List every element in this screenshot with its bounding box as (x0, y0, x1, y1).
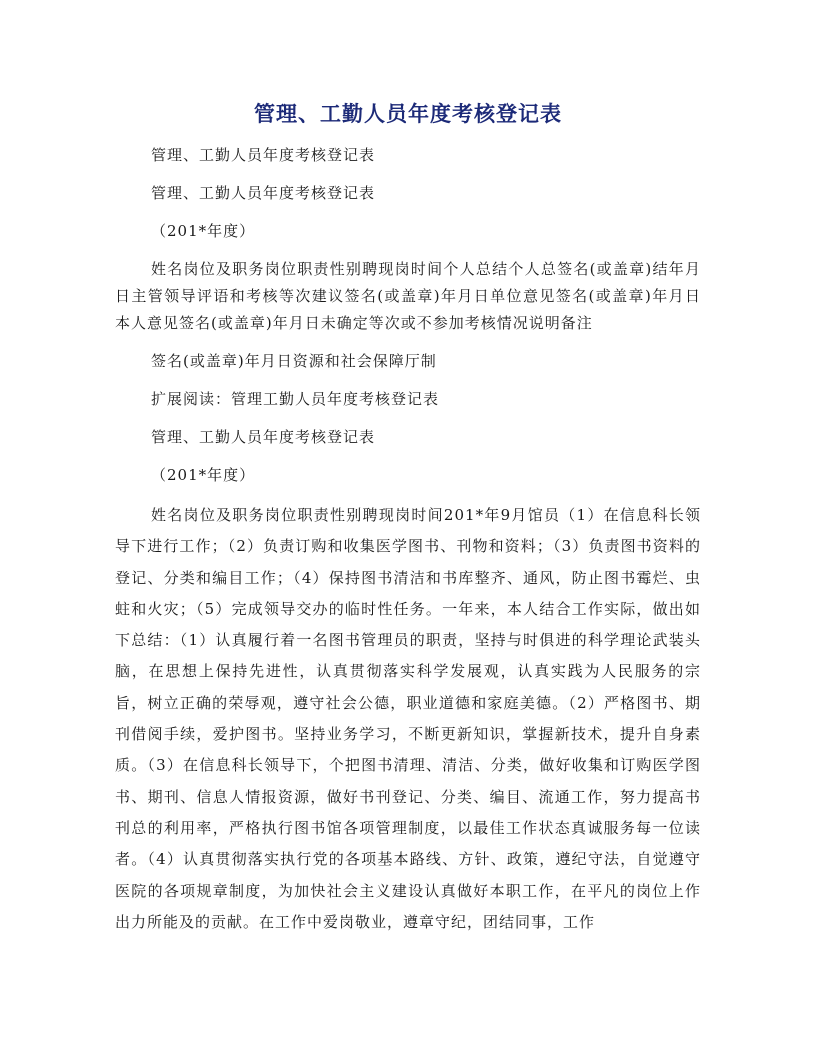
paragraph-subtitle-2: 管理、工勤人员年度考核登记表 (151, 184, 376, 202)
paragraph-subtitle-3: 管理、工勤人员年度考核登记表 (151, 428, 376, 446)
paragraph-work-summary: 姓名岗位及职务岗位职责性别聘现岗时间201*年9月馆员（1）在信息科长领导下进行工作；（2）负责订购和收集医学图书、刊物和资料；（3）负责图书资料的登记、分类和编目工作；（4）保持图书清洁和书库整齐、通风，防止图书霉烂、虫蛀和火灾；（5）完成领导交办的临时性任务。一年来，本人结合工作实际，做出如下总结：（1）认真履行着一名图书管理员的职责，坚持与时俱进的科学理论武装头脑，在思想上保持先进性，认真贯彻落实科学发展观，认真实践为人民服务的宗旨，树立正确的荣辱观，遵守社会公德，职业道德和家庭美德。（2）严格图书、期刊借阅手续，爱护图书。坚持业务学习，不断更新知识，掌握新技术，提升自身素质。（3）在信息科长领导下，个把图书清理、清洁、分类，做好收集和订购医学图书、期刊、信息人情报资源，做好书刊登记、分类、编目、流通工作，努力提高书刊总的利用率，严格执行图书馆各项管理制度，以最佳工作状态真诚服务每一位读者。（4）认真贯彻落实执行党的各项基本路线、方针、政策，遵纪守法，自觉遵守医院的各项规章制度，为加快社会主义建设认真做好本职工作，在平凡的岗位上作出力所能及的贡献。在工作中爱岗敬业，遵章守纪，团结同事，工作 (115, 506, 701, 931)
paragraph-year-1: （201*年度） (151, 222, 256, 240)
paragraph-year-2: （201*年度） (151, 466, 256, 484)
paragraph-signature-line: 签名(或盖章)年月日资源和社会保障厅制 (151, 352, 437, 370)
paragraph-subtitle-1: 管理、工勤人员年度考核登记表 (151, 146, 376, 164)
paragraph-form-fields: 姓名岗位及职务岗位职责性别聘现岗时间个人总结个人总签名(或盖章)结年月日主管领导评语和考核等次建议签名(或盖章)年月日单位意见签名(或盖章)年月日本人意见签名(或盖章)年月日未确定等次或不参加考核情况说明备注 (115, 260, 701, 332)
document-title: 管理、工勤人员年度考核登记表 (254, 101, 562, 126)
paragraph-extended-reading: 扩展阅读：管理工勤人员年度考核登记表 (151, 390, 440, 408)
